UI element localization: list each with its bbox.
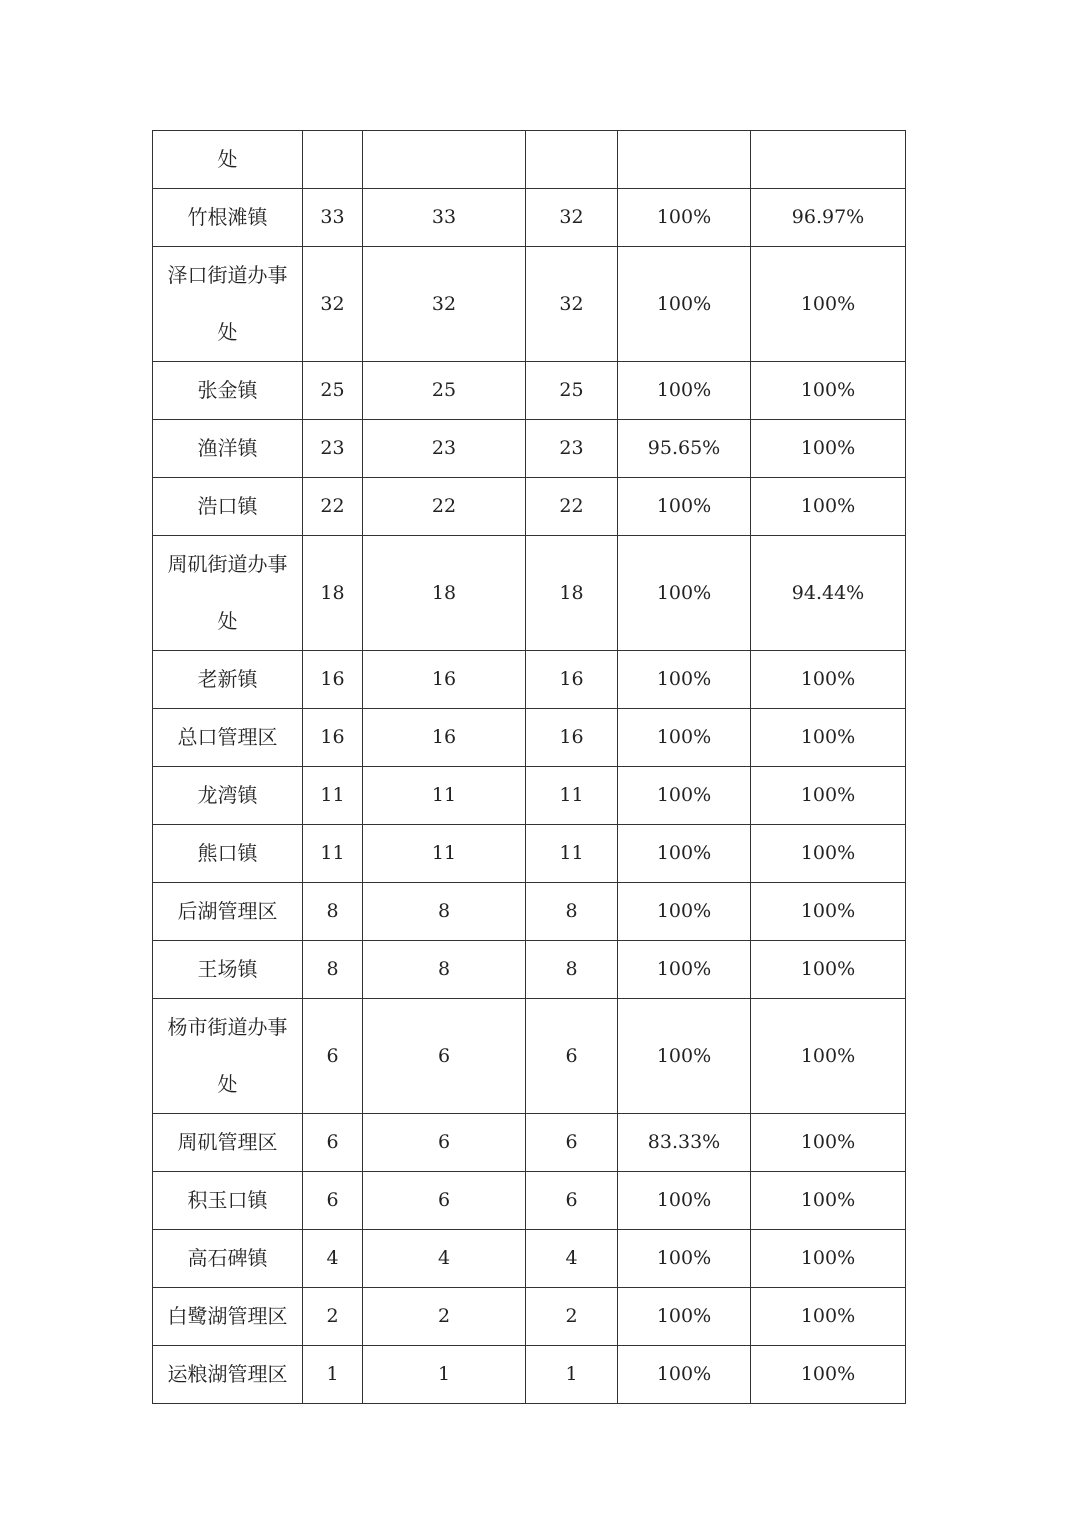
cell-col-2: 18 [363, 536, 526, 651]
table-row [153, 651, 906, 709]
cell-col-4: 83.33% [618, 1114, 751, 1172]
cell-col-1: 1 [303, 1346, 363, 1404]
cell-col-2: 11 [363, 767, 526, 825]
table-row [153, 1230, 906, 1288]
cell-col-4: 100% [618, 478, 751, 536]
row-name: 总口管理区 [153, 709, 303, 767]
cell-col-5: 100% [751, 999, 906, 1114]
row-name: 运粮湖管理区 [153, 1346, 303, 1404]
cell-col-3: 18 [526, 536, 618, 651]
table-row [153, 999, 906, 1114]
table-row [153, 825, 906, 883]
cell-col-1: 32 [303, 247, 363, 362]
cell-col-1 [303, 131, 363, 189]
cell-col-1: 11 [303, 825, 363, 883]
cell-col-3: 23 [526, 420, 618, 478]
cell-col-4: 100% [618, 536, 751, 651]
cell-col-4: 100% [618, 189, 751, 247]
cell-col-5: 100% [751, 709, 906, 767]
cell-col-3: 11 [526, 767, 618, 825]
cell-col-3: 22 [526, 478, 618, 536]
table-row [153, 131, 906, 189]
row-name: 白鹭湖管理区 [153, 1288, 303, 1346]
row-name: 高石碑镇 [153, 1230, 303, 1288]
row-name: 熊口镇 [153, 825, 303, 883]
cell-col-1: 6 [303, 1172, 363, 1230]
cell-col-4: 100% [618, 1230, 751, 1288]
cell-col-3: 6 [526, 1114, 618, 1172]
cell-col-3: 2 [526, 1288, 618, 1346]
row-name: 张金镇 [153, 362, 303, 420]
cell-col-5: 100% [751, 420, 906, 478]
row-name: 王场镇 [153, 941, 303, 999]
cell-col-4: 100% [618, 767, 751, 825]
data-table [152, 130, 906, 1404]
table-row [153, 420, 906, 478]
table-row [153, 1114, 906, 1172]
cell-col-3 [526, 131, 618, 189]
cell-col-3: 6 [526, 999, 618, 1114]
cell-col-5: 100% [751, 1172, 906, 1230]
cell-col-4: 100% [618, 651, 751, 709]
cell-col-1: 2 [303, 1288, 363, 1346]
cell-col-2: 16 [363, 709, 526, 767]
cell-col-3: 16 [526, 651, 618, 709]
cell-col-2: 22 [363, 478, 526, 536]
cell-col-2: 11 [363, 825, 526, 883]
cell-col-3: 32 [526, 189, 618, 247]
row-name: 杨市街道办事处 [153, 999, 303, 1114]
cell-col-2: 6 [363, 1114, 526, 1172]
table-row [153, 247, 906, 362]
cell-col-5: 100% [751, 1114, 906, 1172]
cell-col-4: 100% [618, 247, 751, 362]
cell-col-2 [363, 131, 526, 189]
cell-col-3: 11 [526, 825, 618, 883]
table-row [153, 709, 906, 767]
cell-col-1: 16 [303, 709, 363, 767]
cell-col-1: 23 [303, 420, 363, 478]
cell-col-5: 100% [751, 825, 906, 883]
cell-col-5: 100% [751, 478, 906, 536]
cell-col-4: 100% [618, 941, 751, 999]
row-name: 泽口街道办事处 [153, 247, 303, 362]
cell-col-1: 25 [303, 362, 363, 420]
table-row [153, 883, 906, 941]
cell-col-5: 100% [751, 767, 906, 825]
cell-col-3: 6 [526, 1172, 618, 1230]
cell-col-5: 100% [751, 941, 906, 999]
cell-col-1: 4 [303, 1230, 363, 1288]
cell-col-5: 100% [751, 247, 906, 362]
cell-col-4: 100% [618, 709, 751, 767]
cell-col-4: 100% [618, 883, 751, 941]
cell-col-2: 25 [363, 362, 526, 420]
row-name: 积玉口镇 [153, 1172, 303, 1230]
row-name: 周矶街道办事处 [153, 536, 303, 651]
table-row [153, 767, 906, 825]
cell-col-1: 6 [303, 1114, 363, 1172]
cell-col-2: 23 [363, 420, 526, 478]
cell-col-2: 6 [363, 999, 526, 1114]
cell-col-4: 100% [618, 825, 751, 883]
cell-col-5: 96.97% [751, 189, 906, 247]
table-row [153, 189, 906, 247]
cell-col-4: 100% [618, 1288, 751, 1346]
cell-col-1: 11 [303, 767, 363, 825]
table-row [153, 362, 906, 420]
cell-col-2: 33 [363, 189, 526, 247]
table-row [153, 1346, 906, 1404]
row-name: 后湖管理区 [153, 883, 303, 941]
cell-col-5 [751, 131, 906, 189]
cell-col-4: 100% [618, 1172, 751, 1230]
row-name: 周矶管理区 [153, 1114, 303, 1172]
cell-col-2: 4 [363, 1230, 526, 1288]
cell-col-1: 33 [303, 189, 363, 247]
table-row [153, 536, 906, 651]
cell-col-5: 100% [751, 1288, 906, 1346]
row-name: 渔洋镇 [153, 420, 303, 478]
cell-col-2: 32 [363, 247, 526, 362]
cell-col-1: 8 [303, 941, 363, 999]
cell-col-1: 8 [303, 883, 363, 941]
table-row [153, 1172, 906, 1230]
cell-col-3: 32 [526, 247, 618, 362]
cell-col-2: 1 [363, 1346, 526, 1404]
cell-col-4: 100% [618, 1346, 751, 1404]
table-row [153, 478, 906, 536]
cell-col-3: 25 [526, 362, 618, 420]
cell-col-2: 16 [363, 651, 526, 709]
cell-col-3: 4 [526, 1230, 618, 1288]
cell-col-2: 8 [363, 941, 526, 999]
cell-col-2: 8 [363, 883, 526, 941]
cell-col-4: 95.65% [618, 420, 751, 478]
cell-col-1: 18 [303, 536, 363, 651]
cell-col-4: 100% [618, 999, 751, 1114]
cell-col-3: 8 [526, 883, 618, 941]
cell-col-3: 1 [526, 1346, 618, 1404]
cell-col-5: 100% [751, 883, 906, 941]
table-row [153, 941, 906, 999]
cell-col-5: 100% [751, 651, 906, 709]
cell-col-2: 2 [363, 1288, 526, 1346]
cell-col-5: 100% [751, 1230, 906, 1288]
cell-col-1: 22 [303, 478, 363, 536]
row-name: 处 [153, 131, 303, 189]
row-name: 龙湾镇 [153, 767, 303, 825]
cell-col-1: 16 [303, 651, 363, 709]
cell-col-3: 16 [526, 709, 618, 767]
row-name: 老新镇 [153, 651, 303, 709]
cell-col-5: 94.44% [751, 536, 906, 651]
cell-col-5: 100% [751, 362, 906, 420]
row-name: 竹根滩镇 [153, 189, 303, 247]
cell-col-1: 6 [303, 999, 363, 1114]
cell-col-5: 100% [751, 1346, 906, 1404]
cell-col-2: 6 [363, 1172, 526, 1230]
table-row [153, 1288, 906, 1346]
cell-col-4 [618, 131, 751, 189]
row-name: 浩口镇 [153, 478, 303, 536]
cell-col-4: 100% [618, 362, 751, 420]
cell-col-3: 8 [526, 941, 618, 999]
